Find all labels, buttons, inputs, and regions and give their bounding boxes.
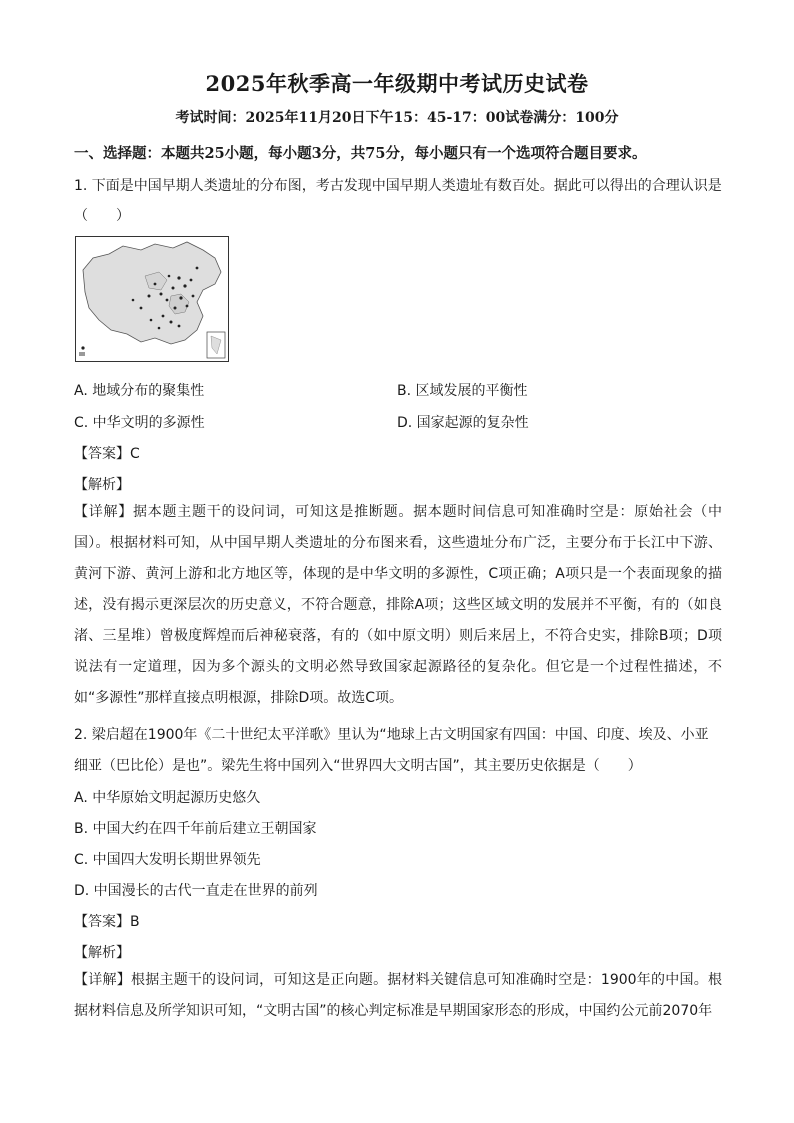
q2-option-a: A. 中华原始文明起源历史悠久 — [74, 790, 261, 806]
q2-detail-label: 【详解】 — [74, 972, 131, 988]
q2-answer-label: 【答案】 — [74, 914, 130, 930]
q2-option-c: C. 中国四大发明长期世界领先 — [74, 852, 261, 868]
section-heading: 一、选择题：本题共25小题，每小题3分，共75分，每小题只有一个选项符合题目要求。 — [74, 145, 647, 162]
q1-answer-value: C — [130, 446, 140, 462]
q2-answer — [74, 911, 140, 931]
q2-detail-text: 根据主题干的设问词，可知这是正向题。据材料关键信息可知准确时空是：1900年的中国。根据材料信息及所学知识可知，“文明古国”的核心判定标准是早期国家形态的形成，中国约公元前2070年 — [74, 972, 722, 1019]
q1-option-a: A. 地域分布的聚集性 — [74, 383, 205, 399]
q1-analysis-label: 【解析】 — [74, 477, 130, 493]
q1-detail-text: 据本题主题干的设问词，可知这是推断题。据本题时间信息可知准确时空是：原始社会（中国）。根据材料可知，从中国早期人类遗址的分布图来看，这些遗址分布广泛，主要分布于长江中下游、黄河下游、黄河上游和北方地区等，体现的是中华文明的多源性，C项正确；A项只是一个表面现象的描述，没有揭示更深层次的历史意义，不符合题意，排除A项；这些区域文明的发展并不平衡，有的（如良渚、三星堆）曾极度辉煌而后神秘衰落，有的（如中原文明）则后来居上，不符合史实，排除B项；D项说法有一定道理，因为多个源头的文明必然导致国家起源路径的复杂化。但它是一个过程性描述，不如“多源性”那样直接点明根源，排除D项。故选C项。 — [74, 504, 723, 706]
q1-detail-label: 【详解】 — [74, 504, 133, 520]
q2-stem-line2: 细亚（巴比伦）是也”。梁先生将中国列入“世界四大文明古国”，其主要历史依据是（ ） — [74, 758, 642, 774]
q1-stem-line2: （ ） — [74, 208, 130, 224]
q1-answer-label: 【答案】 — [74, 446, 130, 462]
q2-stem-line1: 2. 梁启超在1900年《二十世纪太平洋歌》里认为“地球上古文明国家有四国：中国、印度、埃及、小亚 — [74, 727, 709, 743]
q1-map-figure — [75, 236, 229, 362]
q1-answer — [74, 443, 140, 463]
q2-option-b: B. 中国大约在四千年前后建立王朝国家 — [74, 821, 317, 837]
q2-answer-value: B — [130, 914, 140, 930]
q1-option-c: C. 中华文明的多源性 — [74, 415, 205, 431]
q1-stem-line1: 1. 下面是中国早期人类遗址的分布图，考古发现中国早期人类遗址有数百处。据此可以得出的合理认识是 — [74, 178, 722, 194]
q1-option-d: D. 国家起源的复杂性 — [397, 415, 529, 431]
q1-option-b: B. 区域发展的平衡性 — [397, 383, 528, 399]
q2-analysis-label: 【解析】 — [74, 945, 130, 961]
q2-option-d: D. 中国漫长的古代一直走在世界的前列 — [74, 883, 318, 899]
exam-subtitle: 考试时间：2025年11月20日下午15：45-17：00试卷满分：100分 — [175, 110, 619, 126]
q1-detail — [74, 497, 722, 714]
exam-title: 2025年秋季高一年级期中考试历史试卷 — [205, 71, 589, 96]
q2-detail — [74, 965, 722, 1027]
